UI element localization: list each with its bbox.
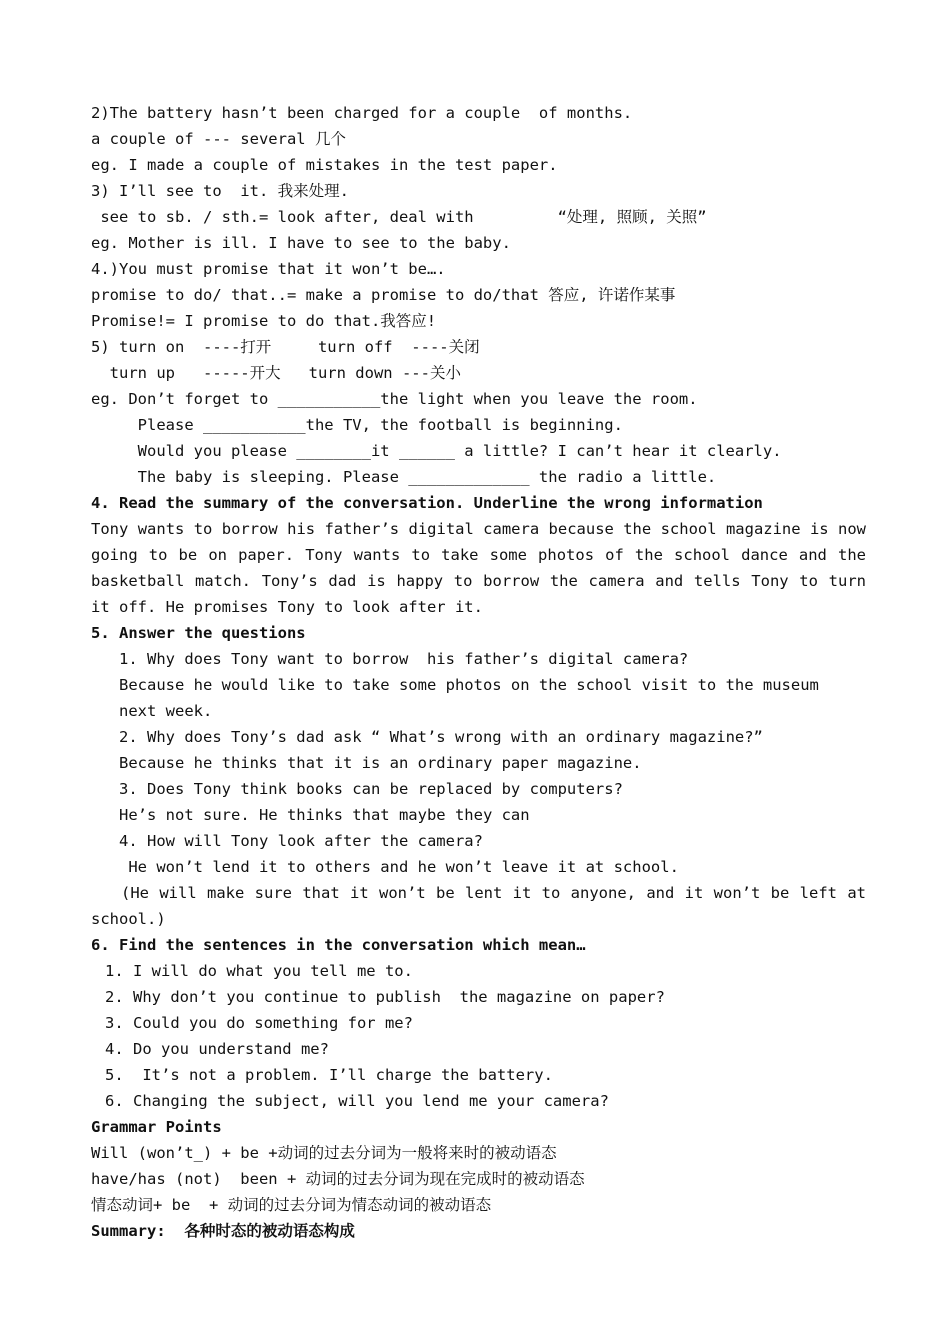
question-line: 1. Why does Tony want to borrow his father’s digital camera? xyxy=(119,650,689,668)
question-line: 3. Does Tony think books can be replaced by computers? xyxy=(119,780,623,798)
answer-line: Because he would like to take some photos on the school visit to the museum xyxy=(119,676,819,694)
note-line: Promise!= I promise to do that.我答应! xyxy=(91,312,437,330)
question-line: 2. Why does Tony’s dad ask “ What’s wrong with an ordinary magazine?” xyxy=(119,728,763,746)
exercise-line: eg. Don’t forget to ___________the light when you leave the room. xyxy=(91,390,698,408)
answer-line: next week. xyxy=(119,702,213,720)
note-line: 5) turn on ----打开 turn off ----关闭 xyxy=(91,338,480,356)
note-line: eg. I made a couple of mistakes in the test paper. xyxy=(91,156,558,174)
sentence-item: 5. It’s not a problem. I’ll charge the battery. xyxy=(105,1066,553,1084)
grammar-line: 情态动词+ be + 动词的过去分词为情态动词的被动语态 xyxy=(91,1196,492,1214)
exercise-line: Would you please ________it ______ a little? I can’t hear it clearly. xyxy=(91,442,782,460)
sentence-item: 2. Why don’t you continue to publish the magazine on paper? xyxy=(105,988,665,1006)
note-line: see to sb. / sth.= look after, deal with “处理, 照顾, 关照” xyxy=(91,208,707,226)
summary-paragraph: Tony wants to borrow his father’s digital camera because the school magazine is now going to be on paper. Tony wants to take some photos of the school dance and the basketball match. Tony’s dad is happy to borrow the camera and tells Tony to turn it off. He promises Tony to look after it. xyxy=(91,520,866,616)
note-line: 2)The battery hasn’t been charged for a couple of months. xyxy=(91,104,633,122)
grammar-line: have/has (not) been + 动词的过去分词为现在完成时的被动语态 xyxy=(91,1170,585,1188)
note-line: promise to do/ that..= make a promise to do/that 答应, 许诺作某事 xyxy=(91,286,676,304)
section-6-heading: 6. Find the sentences in the conversation which mean… xyxy=(91,936,586,954)
answer-note: (He will make sure that it won’t be lent it to anyone, and it won’t be left at school.) xyxy=(91,884,866,928)
grammar-heading: Grammar Points xyxy=(91,1118,222,1136)
answer-line: Because he thinks that it is an ordinary paper magazine. xyxy=(119,754,642,772)
summary-heading: Summary: 各种时态的被动语态构成 xyxy=(91,1222,355,1240)
question-line: 4. How will Tony look after the camera? xyxy=(119,832,483,850)
answer-line: He won’t lend it to others and he won’t leave it at school. xyxy=(119,858,679,876)
note-line: turn up -----开大 turn down ---关小 xyxy=(91,364,461,382)
sentence-item: 1. I will do what you tell me to. xyxy=(105,962,413,980)
grammar-line: Will (won’t_) + be +动词的过去分词为一般将来时的被动语态 xyxy=(91,1144,557,1162)
note-line: eg. Mother is ill. I have to see to the baby. xyxy=(91,234,511,252)
answer-line: He’s not sure. He thinks that maybe they can xyxy=(119,806,530,824)
exercise-line: Please ___________the TV, the football is beginning. xyxy=(91,416,623,434)
document-page xyxy=(91,100,866,1244)
sentence-item: 6. Changing the subject, will you lend me your camera? xyxy=(105,1092,609,1110)
exercise-line: The baby is sleeping. Please _____________ the radio a little. xyxy=(91,468,717,486)
sentence-item: 3. Could you do something for me? xyxy=(105,1014,413,1032)
sentence-item: 4. Do you understand me? xyxy=(105,1040,329,1058)
note-line: 3) I’ll see to it. 我来处理. xyxy=(91,182,349,200)
note-line: a couple of --- several 几个 xyxy=(91,130,346,148)
section-4-heading: 4. Read the summary of the conversation. Underline the wrong information xyxy=(91,494,763,512)
section-5-heading: 5. Answer the questions xyxy=(91,624,306,642)
note-line: 4.)You must promise that it won’t be…. xyxy=(91,260,446,278)
